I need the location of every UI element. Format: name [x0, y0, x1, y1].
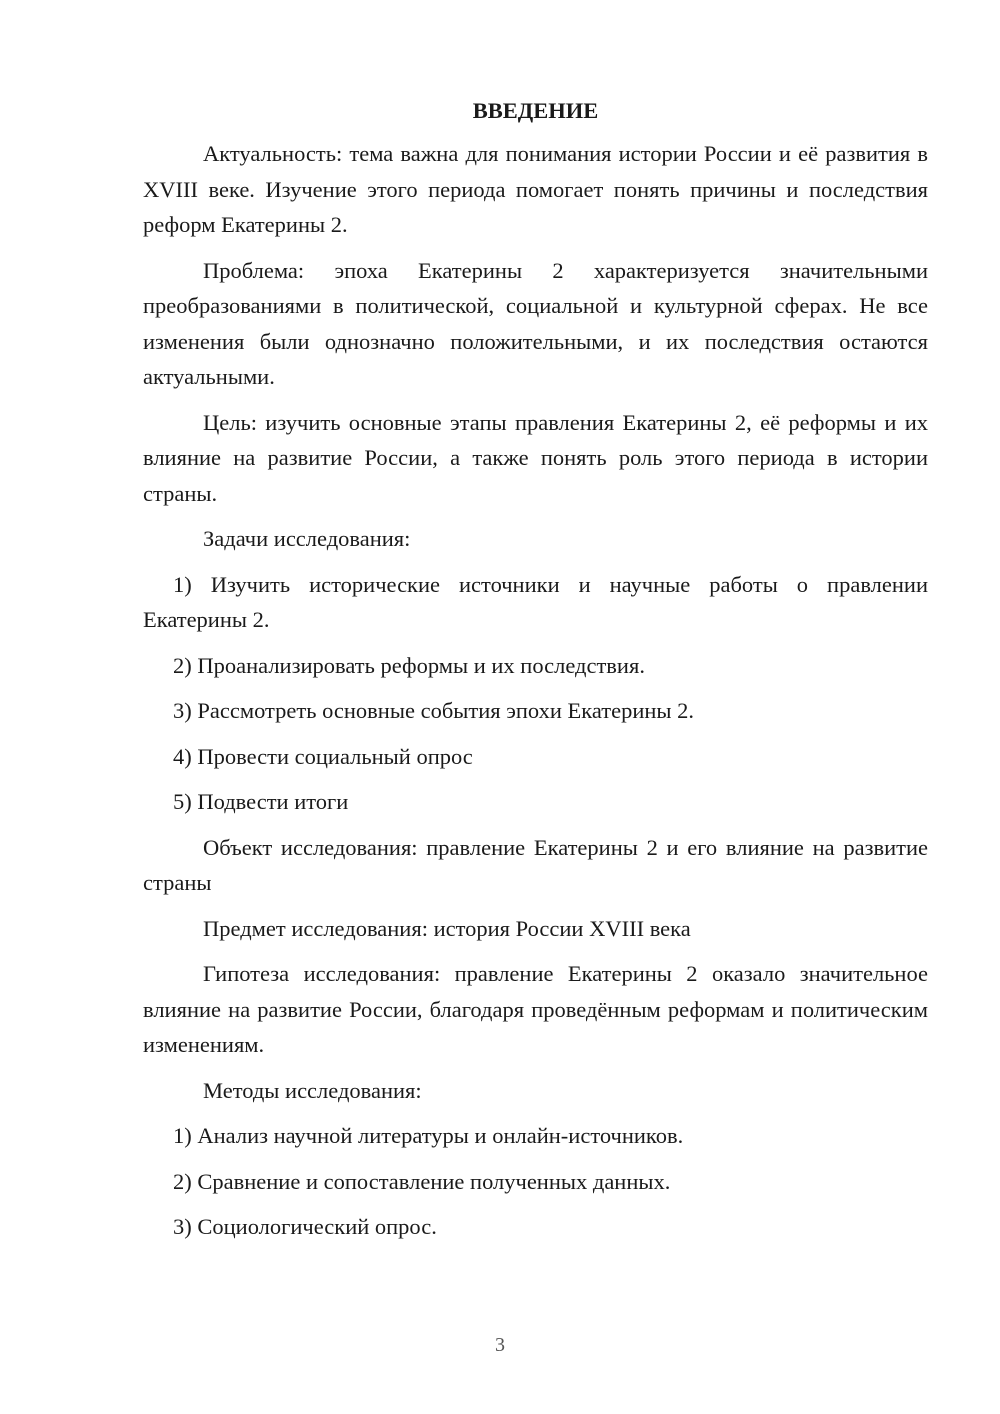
paragraph-relevance: Актуальность: тема важна для понимания истории России и её развития в XVIII веке. Изучение этого периода помогает понять причины и последствия реформ Екатерины 2. — [143, 141, 928, 237]
document-body — [143, 96, 928, 1255]
tasks-title: Задачи исследования: — [203, 526, 411, 551]
paragraph-object: Объект исследования: правление Екатерины 2 и его влияние на развитие страны — [143, 834, 928, 895]
section-heading: ВВЕДЕНИЕ — [472, 98, 599, 123]
paragraph-goal: Цель: изучить основные этапы правления Екатерины 2, её реформы и их влияние на развитие России, а также понять роль этого периода в истории страны. — [143, 409, 928, 506]
page-number: 3 — [495, 1334, 505, 1356]
method-item-1: 1) Анализ научной литературы и онлайн-источников. — [173, 1123, 684, 1148]
method-item-2: 2) Сравнение и сопоставление полученных данных. — [173, 1168, 671, 1194]
task-item-3: 3) Рассмотреть основные события эпохи Екатерины 2. — [173, 698, 695, 723]
task-item-4: 4) Провести социальный опрос — [173, 743, 473, 769]
paragraph-problem: Проблема: эпоха Екатерины 2 характеризуется значительными преобразованиями в политической, социальной и культурной сферах. Не все изменения были однозначно положительными, и их последствия остаются актуальными. — [143, 257, 928, 389]
paragraph-hypothesis: Гипотеза исследования: правление Екатерины 2 оказало значительное влияние на развитие России, благодаря проведённым реформам и политическим изменениям. — [143, 961, 928, 1057]
task-item-5: 5) Подвести итоги — [173, 789, 349, 814]
method-item-3: 3) Социологический опрос. — [173, 1214, 437, 1239]
task-item-1: 1) Изучить исторические источники и научные работы о правлении Екатерины 2. — [143, 571, 928, 632]
task-item-2: 2) Проанализировать реформы и их последствия. — [173, 652, 645, 678]
methods-title: Методы исследования: — [203, 1077, 422, 1103]
paragraph-subject: Предмет исследования: история России XVIII века — [203, 915, 691, 941]
